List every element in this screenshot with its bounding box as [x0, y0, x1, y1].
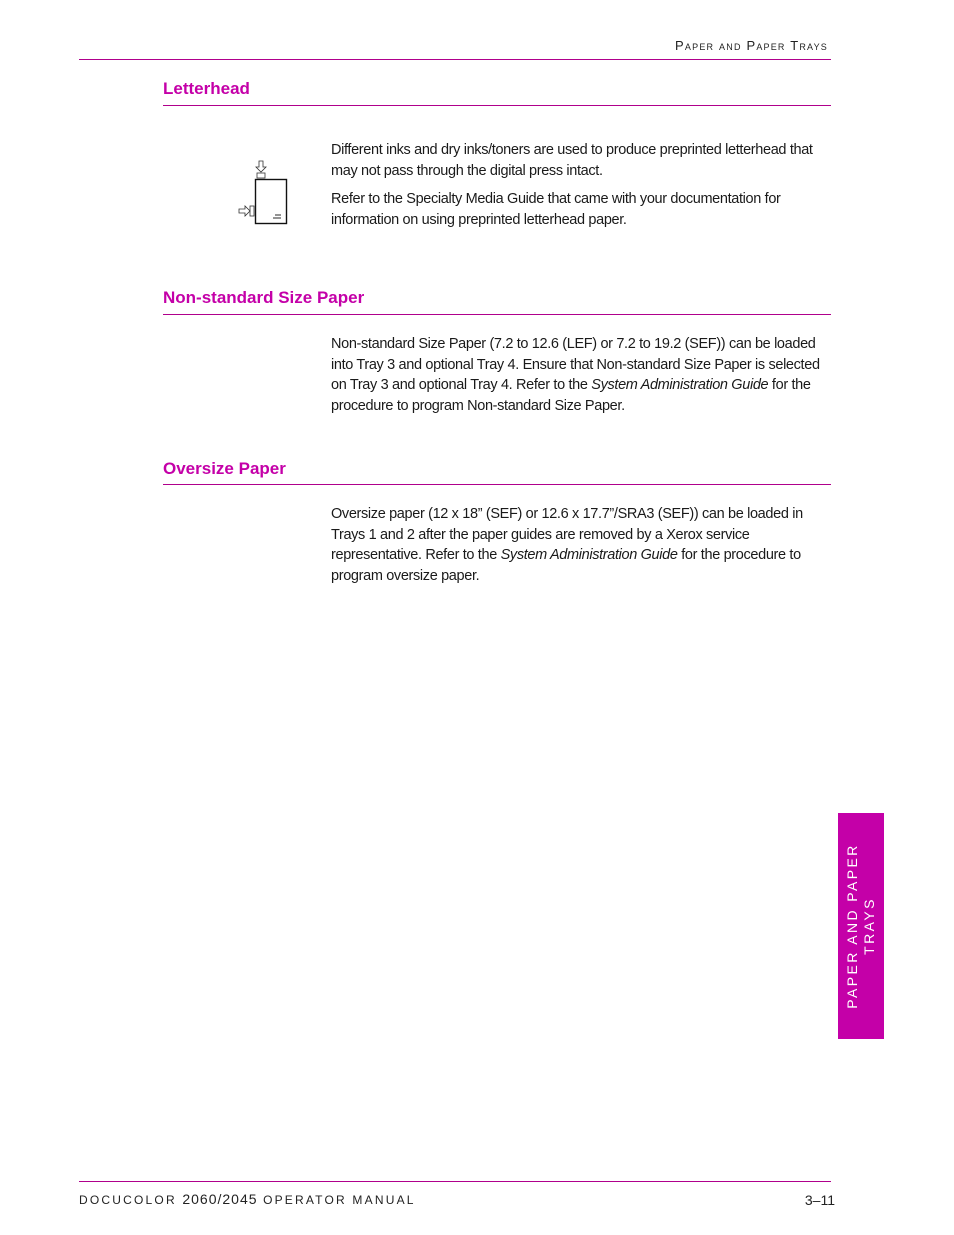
header-rule — [79, 59, 831, 60]
footer-rule — [79, 1181, 831, 1182]
letterhead-paragraph-2: Refer to the Specialty Media Guide that came with your documentation for information on using preprinted letterhead paper. — [331, 191, 781, 228]
nonstandard-body — [331, 334, 831, 424]
letterhead-orientation-icon — [236, 159, 292, 227]
letterhead-body — [331, 140, 831, 238]
oversize-paragraph-1 — [331, 504, 831, 586]
section-rule-oversize — [163, 484, 831, 485]
section-rule-nonstandard — [163, 314, 831, 315]
footer-manual-title — [79, 1191, 416, 1207]
section-title-oversize: Oversize Paper — [163, 459, 286, 478]
footer-model: 2060/2045 — [182, 1191, 258, 1207]
page-number: 3–11 — [804, 1192, 835, 1208]
nonstandard-guide-title: System Administration Guide — [591, 377, 769, 393]
oversize-text-a: Oversize paper (12 x 18” (SEF) or 12.6 x 17.7”/SRA3 (SEF)) can be loaded in Trays 1 and 2 after the paper guides are removed by a Xerox service representative. Refer to the — [331, 506, 803, 563]
running-header: Paper and Paper Trays — [675, 38, 828, 53]
section-title-nonstandard: Non-standard Size Paper — [163, 288, 365, 307]
letterhead-paragraph-1: Different inks and dry inks/toners are used to produce preprinted letterhead that may not pass through the digital press intact. — [331, 142, 813, 179]
footer-brand: DOCUCOLOR — [79, 1193, 183, 1207]
oversize-body — [331, 504, 831, 594]
chapter-side-tab-label: PAPER AND PAPER TRAYS — [844, 843, 877, 1009]
nonstandard-text-a: Non-standard Size Paper (7.2 to 12.6 (LEF) or 7.2 to 19.2 (SEF)) can be loaded into Tray 3 and optional Tray 4. Ensure that Non-standard Size Paper is selected on Tray 3 and optional Tray 4. Refer to the — [331, 336, 820, 393]
oversize-text-b: for the procedure to program oversize paper. — [331, 547, 801, 584]
oversize-guide-title: System Administration Guide — [500, 547, 678, 563]
nonstandard-text-b: for the procedure to program Non-standard Size Paper. — [331, 377, 811, 414]
chapter-side-tab — [838, 813, 884, 1039]
nonstandard-paragraph-1 — [331, 334, 831, 416]
section-title-letterhead: Letterhead — [163, 79, 250, 98]
section-rule-letterhead — [163, 105, 831, 106]
footer-suffix: OPERATOR MANUAL — [257, 1193, 416, 1207]
